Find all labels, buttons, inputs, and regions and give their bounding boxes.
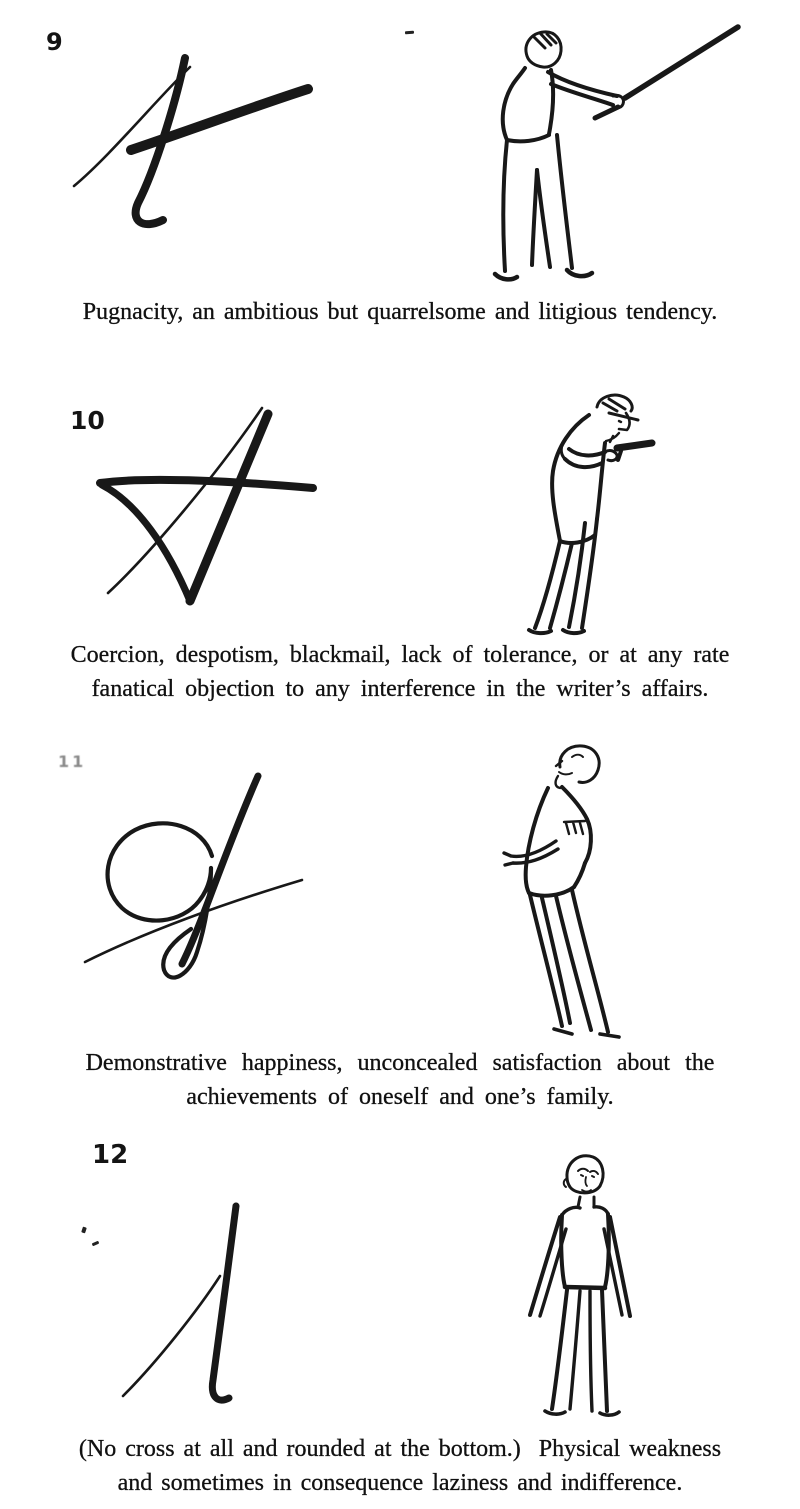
scan-speck	[92, 1241, 100, 1247]
example-9-number: 9	[46, 28, 63, 56]
caption-line: (No cross at all and rounded at the bottom.) Physical weakness	[78, 1436, 722, 1462]
scan-speck	[405, 31, 414, 35]
caption-example-10	[0, 638, 800, 706]
illustration-proud-man	[492, 735, 672, 1040]
illustration-weak-man	[508, 1147, 633, 1419]
handwriting-sample-10	[92, 402, 332, 627]
illustration-man-with-rod	[455, 12, 790, 290]
example-11-number: 11	[58, 752, 87, 771]
caption-line: Coercion, despotism, blackmail, lack of tolerance, or at any rate	[70, 642, 730, 668]
handwriting-sample-11	[60, 760, 320, 990]
caption-example-12	[0, 1432, 800, 1500]
example-12-number: 12	[92, 1140, 129, 1170]
caption-line: Demonstrative happiness, unconcealed satisfaction about the	[85, 1050, 715, 1076]
handwriting-sample-12	[112, 1192, 262, 1407]
caption-example-9	[0, 295, 800, 329]
caption-line: Pugnacity, an ambitious but quarrelsome and litigious tendency.	[82, 299, 718, 325]
caption-line: and sometimes in consequence laziness and indifference.	[117, 1470, 683, 1496]
illustration-man-with-pistol	[505, 385, 735, 637]
example-10-number: 10	[70, 406, 105, 435]
scan-speck	[81, 1227, 87, 1234]
caption-line: achievements of oneself and one’s family.	[186, 1084, 614, 1110]
caption-example-11	[0, 1046, 800, 1114]
handwriting-sample-9	[60, 40, 350, 240]
caption-line: fanatical objection to any interference in the writer’s affairs.	[91, 676, 709, 702]
